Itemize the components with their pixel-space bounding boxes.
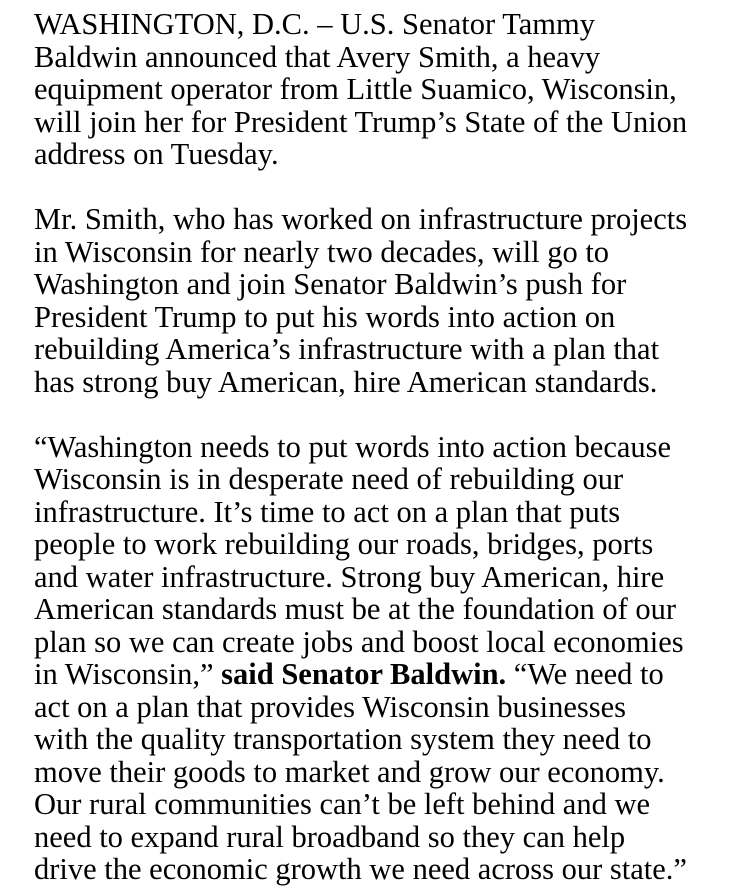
text-line: “Washington needs to put words into action because xyxy=(34,429,672,464)
paragraph-intro xyxy=(34,8,746,171)
speaker-attribution: said Senator Baldwin. xyxy=(221,657,507,691)
text-line: Baldwin announced that Avery Smith, a heavy xyxy=(34,39,601,74)
paragraph-background xyxy=(34,203,746,398)
text-line: move their goods to market and grow our economy. xyxy=(34,754,665,789)
press-release-body xyxy=(34,8,746,886)
paragraph-quote xyxy=(34,431,746,886)
text-line: WASHINGTON, D.C. – U.S. Senator Tammy xyxy=(34,7,595,41)
text-line: in Wisconsin for nearly two decades, will go to xyxy=(34,234,610,269)
text-line: need to expand rural broadband so they can help xyxy=(34,819,626,854)
text-line: has strong buy American, hire American standards. xyxy=(34,364,658,399)
quote-text-after: “We need to xyxy=(506,657,664,691)
text-line: with the quality transportation system they need to xyxy=(34,722,652,756)
text-line: plan so we can create jobs and boost local economies xyxy=(34,624,684,659)
text-line: rebuilding America’s infrastructure with a plan that xyxy=(34,332,660,366)
text-line: equipment operator from Little Suamico, Wisconsin, xyxy=(34,72,677,106)
text-line: people to work rebuilding our roads, bridges, ports xyxy=(34,527,654,561)
text-line: and water infrastructure. Strong buy American, hire xyxy=(34,559,665,594)
text-line: President Trump to put his words into action on xyxy=(34,299,616,334)
text-line: drive the economic growth we need across our state.” xyxy=(34,852,687,886)
text-line: act on a plan that provides Wisconsin businesses xyxy=(34,689,627,724)
text-line: Our rural communities can’t be left behind and we xyxy=(34,787,651,821)
text-line: Washington and join Senator Baldwin’s push for xyxy=(34,267,627,301)
text-line: Mr. Smith, who has worked on infrastructure projects xyxy=(34,202,688,236)
text-line: Wisconsin is in desperate need of rebuilding our xyxy=(34,462,624,496)
text-line: American standards must be at the foundation of our xyxy=(34,592,677,626)
attribution-line xyxy=(34,658,746,691)
text-line: address on Tuesday. xyxy=(34,137,279,171)
quote-text-before: in Wisconsin,” xyxy=(34,657,222,691)
text-line: infrastructure. It’s time to act on a plan that puts xyxy=(34,494,621,529)
text-line: will join her for President Trump’s State of the Union xyxy=(34,104,688,139)
